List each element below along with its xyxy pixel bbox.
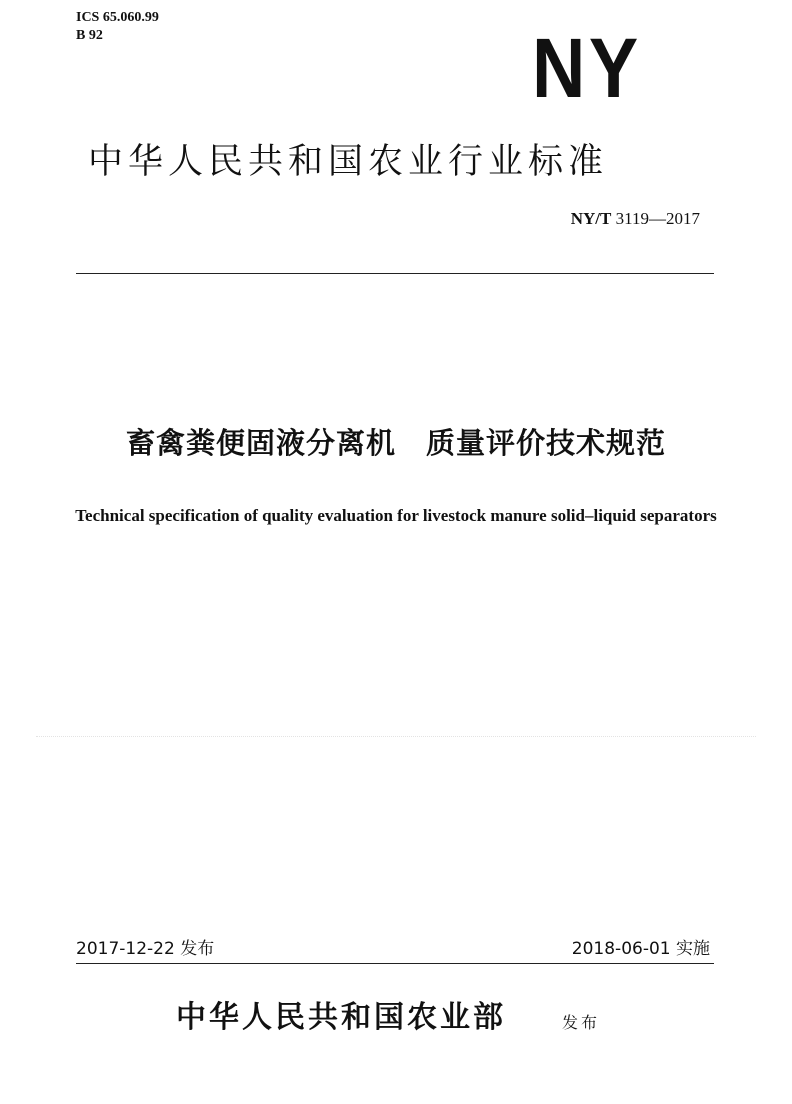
bottom-rule [76, 963, 714, 964]
ics-code: ICS 65.060.99 [76, 10, 159, 25]
standard-number-prefix: NY/T [570, 209, 612, 228]
implementation-date: 2018-06-01 实施 [571, 939, 710, 959]
standard-category: 中华人民共和国农业行业标准 [88, 142, 609, 182]
top-rule [76, 273, 714, 274]
faint-divider [36, 736, 756, 737]
ny-logo: NY [532, 21, 642, 115]
standard-number [571, 208, 700, 230]
publisher-name: 中华人民共和国农业部 [176, 1000, 506, 1035]
issue-label: 发布 [562, 1013, 601, 1032]
standard-number-rest: 3119—2017 [611, 209, 700, 228]
publish-date: 2017-12-22 发布 [76, 939, 215, 959]
title-english: Technical specification of quality evaluation for livestock manure solid–liquid separators [75, 506, 717, 525]
title-chinese: 畜禽粪便固液分离机 质量评价技术规范 [125, 426, 666, 460]
ccs-code: B 92 [76, 28, 103, 43]
